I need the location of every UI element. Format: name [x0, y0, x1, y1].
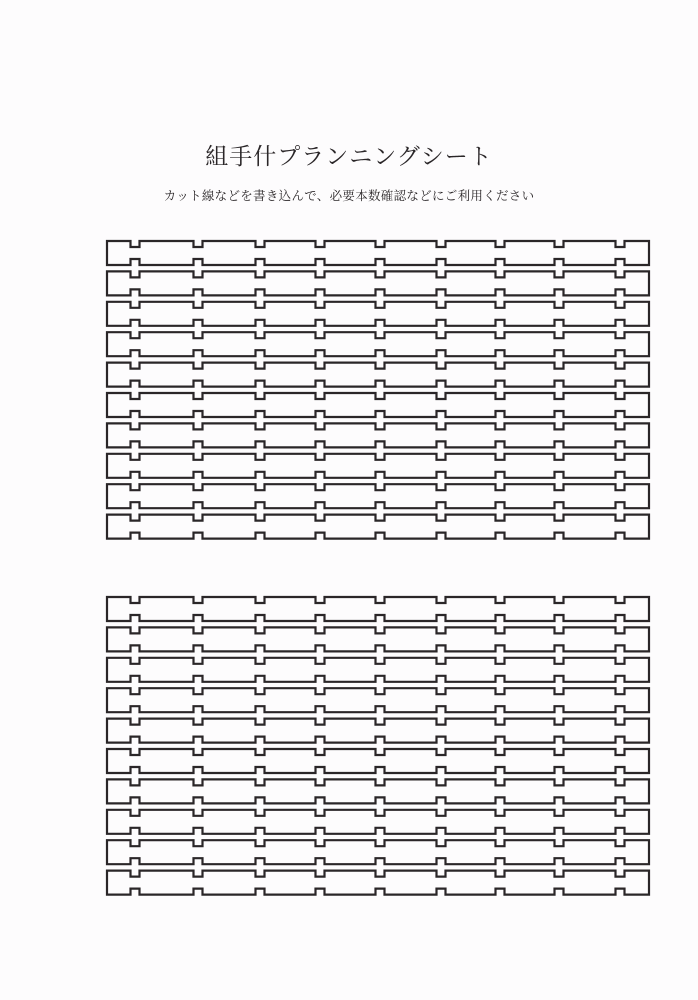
lattice-strip	[107, 627, 649, 651]
lattice-strip	[107, 749, 649, 773]
lattice-strip	[107, 241, 649, 265]
instructions-text: カット線などを書き込んで、必要本数確認などにご利用ください	[163, 188, 535, 203]
lattice-strip	[107, 688, 649, 712]
lattice-strip	[107, 840, 649, 864]
lattice-strip	[107, 779, 649, 803]
lattice-strip	[107, 393, 649, 417]
page-title: 組手什プランニングシート	[205, 144, 493, 170]
lower-lattice-sheet	[107, 597, 649, 895]
lattice-strip	[107, 454, 649, 478]
lattice-strip	[107, 363, 649, 387]
lattice-strip	[107, 658, 649, 682]
lattice-strip	[107, 719, 649, 743]
lattice-strip	[107, 515, 649, 539]
lattice-strip	[107, 871, 649, 895]
upper-lattice-sheet	[107, 241, 649, 539]
lattice-strip	[107, 484, 649, 508]
lattice-strip	[107, 810, 649, 834]
lattice-strip	[107, 423, 649, 447]
lattice-strip	[107, 597, 649, 621]
lattice-strip	[107, 271, 649, 295]
lattice-strip	[107, 332, 649, 356]
lattice-strip	[107, 302, 649, 326]
